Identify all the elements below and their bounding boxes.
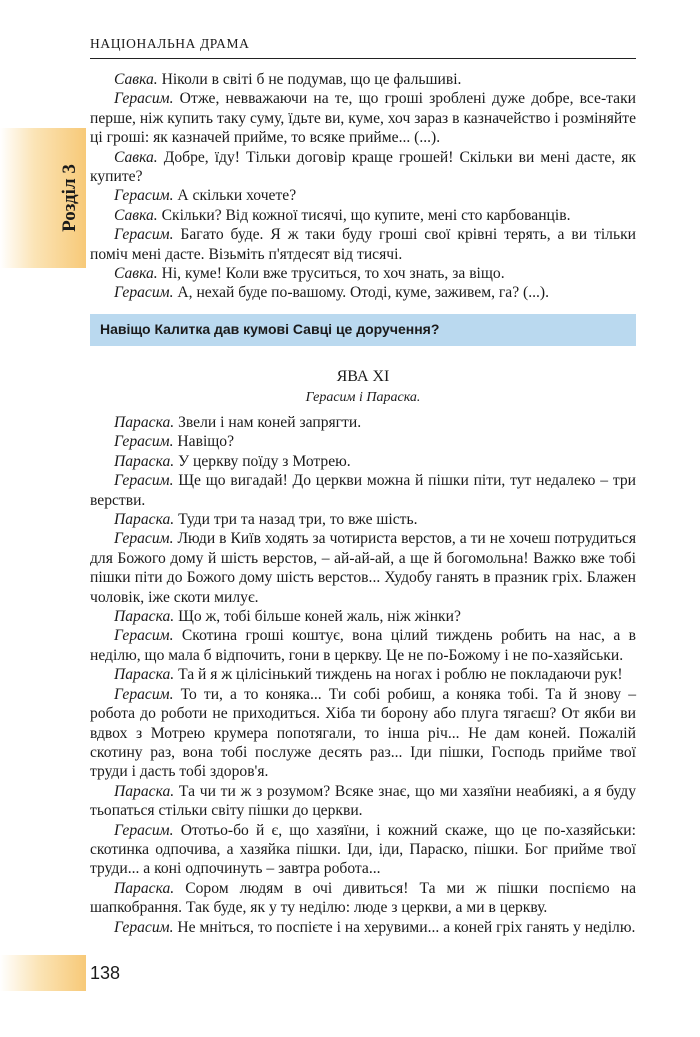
line-text: Скільки? Від кожної тисячі, що купите, мені сто карбованців.: [157, 206, 571, 224]
line-text: Ні, куме! Коли вже труситься, то хоч знать, за віщо.: [157, 265, 505, 283]
line-text: Та чи ти ж з розумом? Всяке знає, що ми хазяїни неабиякі, а я буду тьопаться стільки світу пішки до церкви.: [90, 782, 636, 820]
page-number-tab: [0, 955, 86, 991]
speaker: Параска.: [114, 414, 175, 431]
line-text: Ще що вигадай! До церкви можна й пішки піти, тут недалеко – три верстви.: [90, 472, 636, 509]
line-text: Ніколи в світі б не подумав, що це фальшиві.: [157, 71, 462, 88]
speaker: Параска.: [114, 666, 175, 684]
dialogue-line: [90, 283, 636, 302]
line-text: А скільки хочете?: [173, 187, 297, 205]
speaker: Савка.: [114, 71, 158, 88]
speaker: Параска.: [114, 782, 175, 800]
scene-title: ЯВА XI: [336, 368, 390, 385]
speaker: Герасим.: [114, 530, 174, 548]
dialogue-line: [90, 510, 636, 529]
speaker: Параска.: [114, 452, 175, 470]
speaker: Герасим.: [114, 433, 174, 451]
page-number: 138: [90, 963, 121, 983]
speaker: Герасим.: [114, 90, 174, 108]
speaker: Савка.: [114, 206, 158, 224]
dialogue-scene: [90, 413, 636, 937]
line-text: То ти, а то коняка... Ти собі робиш, а коняка тобі. Та й знову – робота до роботи не приходиться. Хіба ти борону або плуга тягаєш? От якби ви вдвох з Мотрею крумера попотягали, то інша річ... Не дам коней. Пожалій скотину раз, вона тобі послуже десять раз... Іди пішки, Господь прийме твої труди і дасть тобі здоров'я.: [90, 685, 636, 781]
line-text: Багато буде. Я ж таки буду гроші свої крівні терять, а ви тільки поміч мені дасте. Візьміть п'ятдесят від тисячі.: [90, 226, 636, 263]
dialogue-line: [90, 186, 636, 205]
dialogue-line: [90, 432, 636, 451]
line-text: Навіщо?: [173, 433, 235, 451]
dialogue-line: [90, 206, 636, 225]
line-text: Сором людям в очі дивиться! Та ми ж пішки поспіємо на шапкобрання. Так буде, як у ту неділю: люде з церкви, а ми в церкву.: [90, 879, 636, 917]
line-text: Що ж, тобі більше коней жаль, ніж жінки?: [174, 608, 461, 626]
speaker: Герасим.: [114, 187, 174, 205]
question-box: Навіщо Калитка дав кумові Савці це доручення?: [90, 314, 636, 346]
line-text: Звели і нам коней запрягти.: [174, 414, 362, 431]
line-text: Отже, невважаючи на те, що гроші зроблені дуже добре, все-таки перше, ніж купить таку суму, їдьте ви, куме, хоч зараз в казначейство і розміняйте ці гроші: як казначей прийме, то всяке прийме... (...).: [90, 90, 636, 147]
line-text: Скотина гроші коштує, вона цілий тиждень робить на нас, а в неділю, що мала б відпочить, гони в церкву. Це не по-Божому і не по-хазяйськи.: [90, 627, 636, 664]
dialogue-line: [90, 471, 636, 510]
speaker: Герасим.: [114, 226, 174, 244]
line-text: А, нехай буде по-вашому. Отоді, куме, заживем, га? (...).: [173, 284, 549, 302]
dialogue-line: [90, 148, 636, 187]
speaker: Савка.: [114, 148, 158, 166]
dialogue-line: [90, 225, 636, 264]
line-text: Не мніться, то поспієте і на херувими... а коней гріх ганять у неділю.: [173, 918, 636, 936]
line-text: Люди в Київ ходять за чотириста верстов, а ти не хочеш потрудиться для Божого дому й шість верстов, – ай-ай-ай, а ще й богомольна! Важко вже тобі пішки піти до Божого дому шість верстов... Худобу ганять в празник гріх. Блажен чоловік, іже скоти милує.: [90, 530, 636, 606]
line-text: Та й я ж цілісінький тиждень на ногах і роблю не покладаючи рук!: [174, 666, 623, 684]
speaker: Герасим.: [114, 821, 174, 839]
speaker: Герасим.: [114, 472, 174, 490]
speaker: Параска.: [114, 511, 175, 529]
dialogue-line: [90, 782, 636, 821]
dialogue-line: [90, 685, 636, 782]
speaker: Параска.: [114, 608, 175, 626]
dialogue-line: [90, 529, 636, 607]
scene-cast: Герасим і Параска.: [305, 390, 421, 405]
speaker: Герасим.: [114, 284, 174, 302]
line-text: Ототьо-бо й є, що хазяїни, і кожний скаже, що це по-хазяйськи: скотинка одпочива, а хазяйка пішки. Іди, іди, Параско, пішки. Бог прийме твої труди... а коні одпочинуть – завтра робота...: [90, 821, 636, 878]
dialogue-line: [90, 626, 636, 665]
line-text: У церкву поїду з Мотрею.: [174, 452, 351, 470]
dialogue-line: [90, 89, 636, 147]
speaker: Герасим.: [114, 918, 174, 936]
dialogue-line: [90, 264, 636, 283]
dialogue-top: [90, 70, 636, 303]
speaker: Герасим.: [114, 627, 174, 645]
dialogue-line: [90, 879, 636, 918]
dialogue-line: [90, 452, 636, 471]
speaker: Герасим.: [114, 685, 174, 703]
running-header: НАЦІОНАЛЬНА ДРАМА: [90, 36, 636, 59]
dialogue-line: [90, 918, 636, 937]
speaker: Параска.: [114, 879, 175, 897]
line-text: Туди три та назад три, то вже шість.: [174, 511, 418, 529]
dialogue-line: [90, 70, 636, 89]
dialogue-line: [90, 607, 636, 626]
dialogue-line: [90, 413, 636, 432]
dialogue-line: [90, 821, 636, 879]
line-text: Добре, їду! Тільки договір краще грошей! Скільки ви мені дасте, як купите?: [90, 148, 636, 186]
dialogue-line: [90, 665, 636, 684]
speaker: Савка.: [114, 265, 158, 283]
section-label: Розділ 3: [59, 164, 80, 232]
